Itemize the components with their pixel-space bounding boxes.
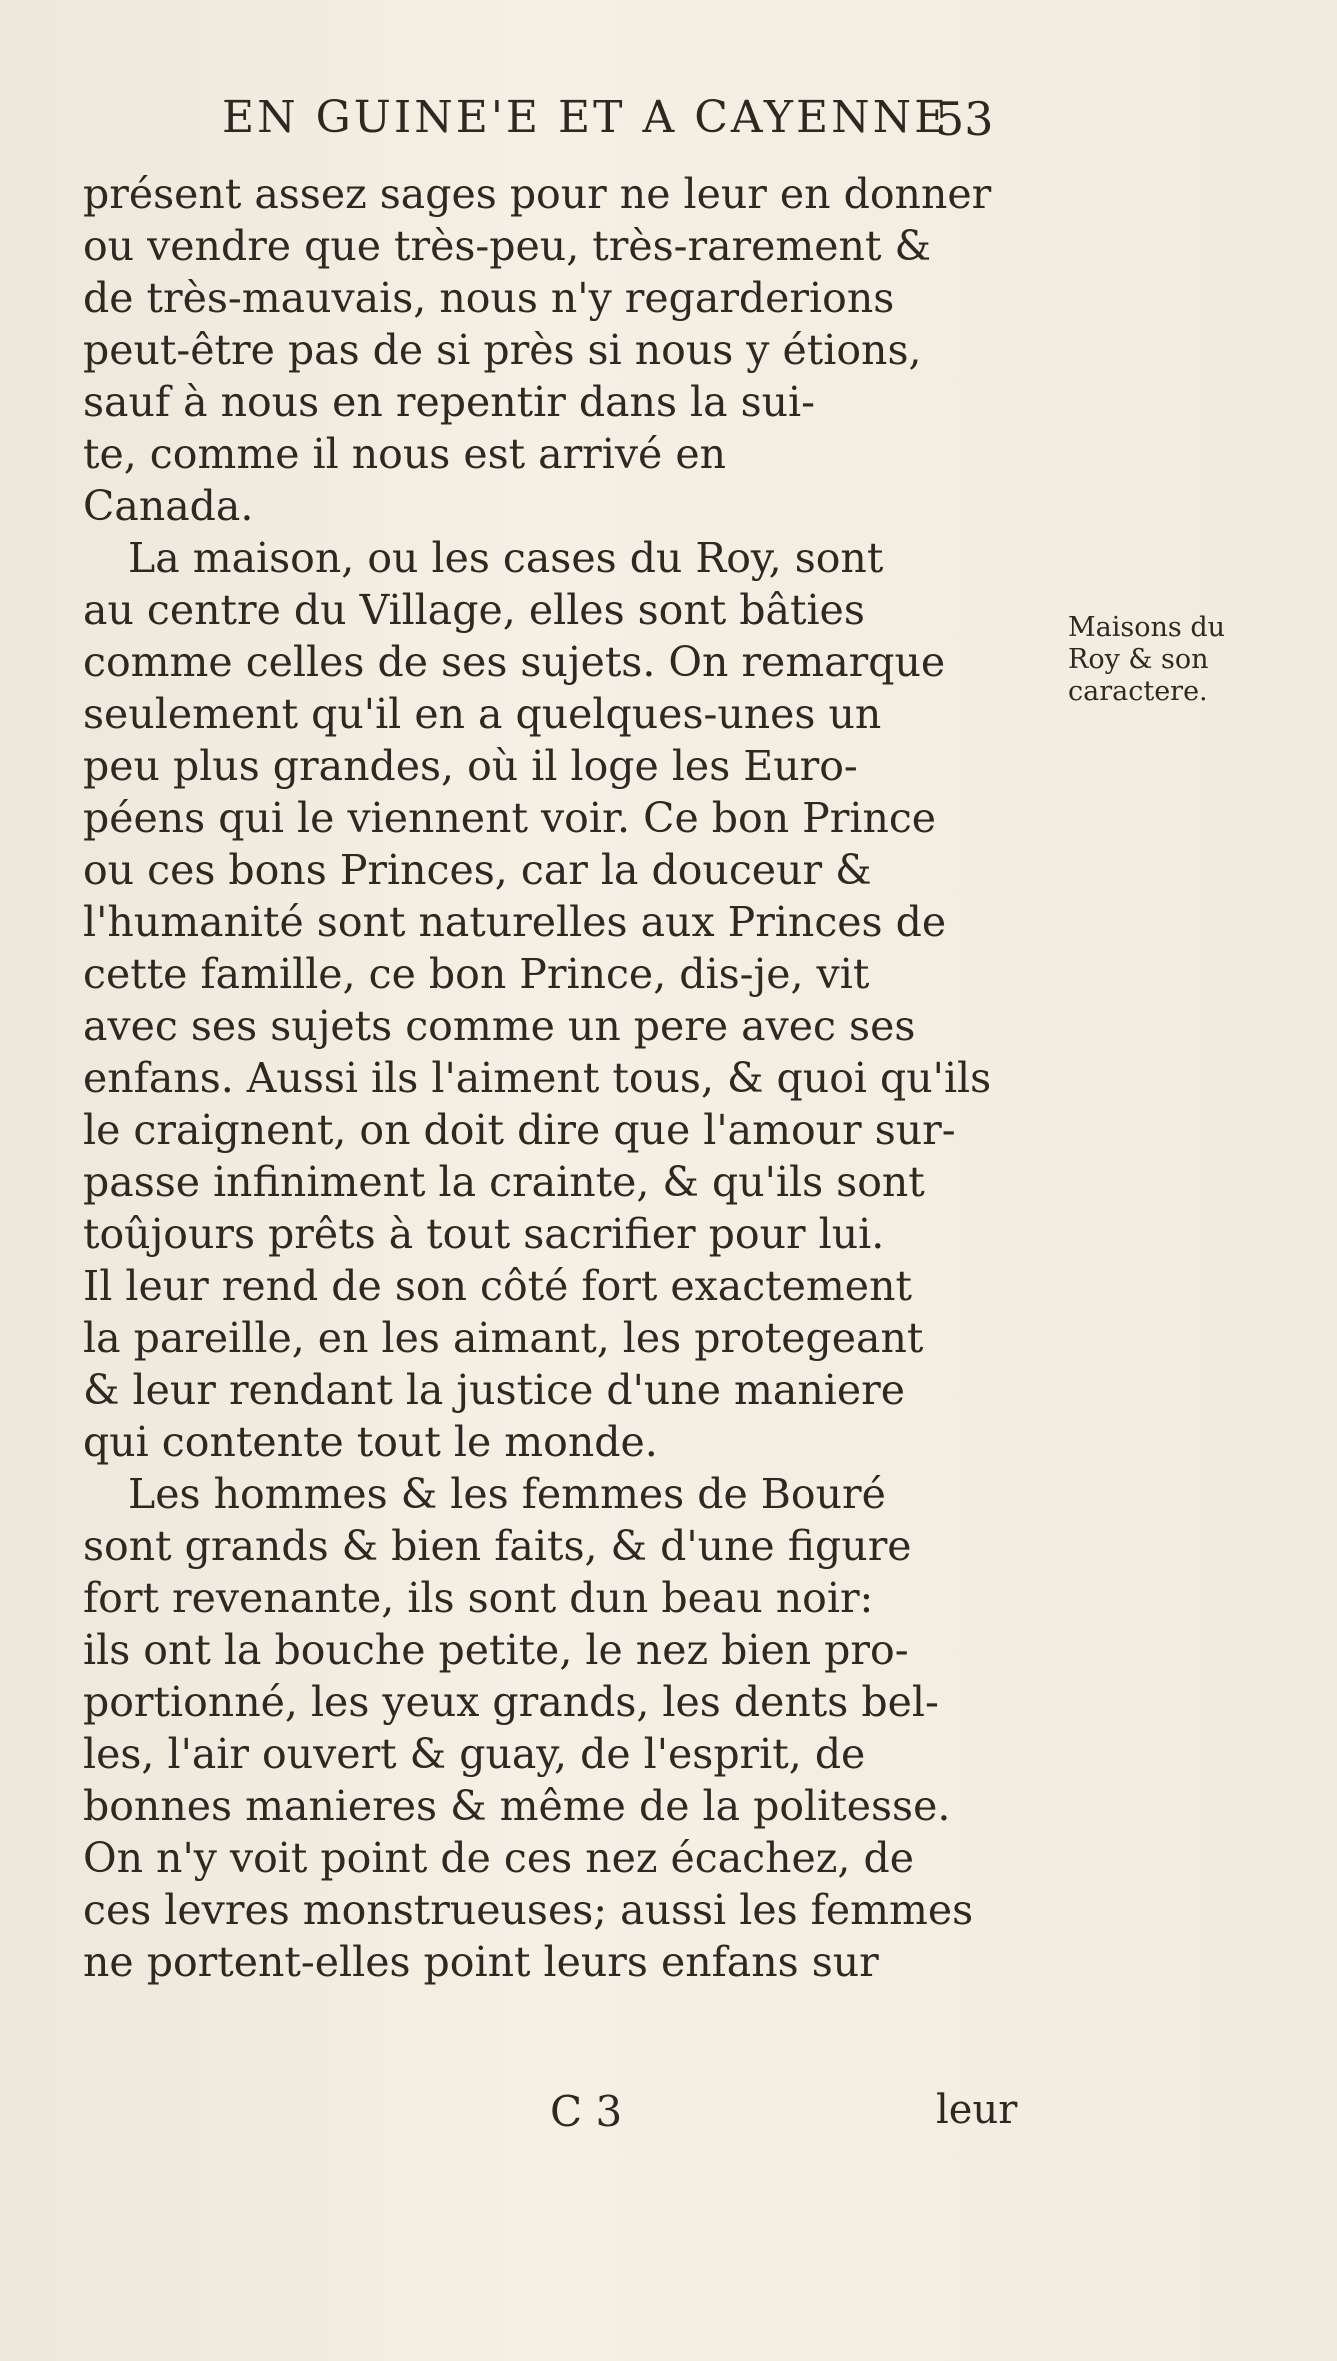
marginal-note-line: Maisons du [1068,612,1225,643]
text-line: le craignent, on doit dire que l'amour sur- [83,1106,956,1154]
text-line: peut-être pas de si près si nous y étions, [83,326,922,374]
text-line: sauf à nous en repentir dans la sui- [83,378,816,426]
paragraph-start-line: Les hommes & les femmes de Bouré [128,1470,886,1518]
text-line: les, l'air ouvert & guay, de l'esprit, de [83,1730,866,1778]
catchword: leur [936,2087,1018,2133]
text-line: peu plus grandes, où il loge les Euro- [83,742,858,790]
signature-mark: C 3 [550,2087,623,2136]
text-line: au centre du Village, elles sont bâties [83,586,865,634]
text-line: la pareille, en les aimant, les protegeant [83,1314,924,1362]
text-line: ils ont la bouche petite, le nez bien pro- [83,1626,909,1674]
text-line: seulement qu'il en a quelques-unes un [83,690,882,738]
text-line: de très-mauvais, nous n'y regarderions [83,274,895,322]
text-line: avec ses sujets comme un pere avec ses [83,1002,916,1050]
page-number: 53 [935,92,994,146]
text-line: ne portent-elles point leurs enfans sur [83,1938,879,1986]
text-line: ou vendre que très-peu, très-rarement & [83,222,931,270]
marginal-note-line: caractere. [1068,676,1208,707]
text-line: portionné, les yeux grands, les dents bel- [83,1678,939,1726]
marginal-note-line: Roy & son [1068,644,1209,675]
text-line: te, comme il nous est arrivé en [83,430,727,478]
text-line: l'humanité sont naturelles aux Princes de [83,898,947,946]
page-header [222,92,1062,152]
text-line: présent assez sages pour ne leur en donner [83,170,992,218]
text-line: Canada. [83,482,254,530]
text-line: passe infiniment la crainte, & qu'ils sont [83,1158,925,1206]
text-line: toûjours prêts à tout sacrifier pour lui. [83,1210,885,1258]
text-line: ou ces bons Princes, car la douceur & [83,846,872,894]
text-line: enfans. Aussi ils l'aiment tous, & quoi qu'ils [83,1054,992,1102]
text-line: & leur rendant la justice d'une maniere [83,1366,906,1414]
text-line: fort revenante, ils sont dun beau noir: [83,1574,874,1622]
text-line: comme celles de ses sujets. On remarque [83,638,946,686]
text-line: On n'y voit point de ces nez écachez, de [83,1834,914,1882]
text-line: qui contente tout le monde. [83,1418,658,1466]
text-line: bonnes manieres & même de la politesse. [83,1782,951,1830]
text-line: péens qui le viennent voir. Ce bon Prince [83,794,937,842]
page-footer [0,2087,1337,2143]
text-line: Il leur rend de son côté fort exactement [83,1262,912,1310]
text-line: ces levres monstrueuses; aussi les femmes [83,1886,974,1934]
text-line: sont grands & bien faits, & d'une figure [83,1522,912,1570]
paragraph-start-line: La maison, ou les cases du Roy, sont [128,534,884,582]
running-title: EN GUINE'E ET A CAYENNE [222,92,950,143]
text-line: cette famille, ce bon Prince, dis-je, vit [83,950,870,998]
